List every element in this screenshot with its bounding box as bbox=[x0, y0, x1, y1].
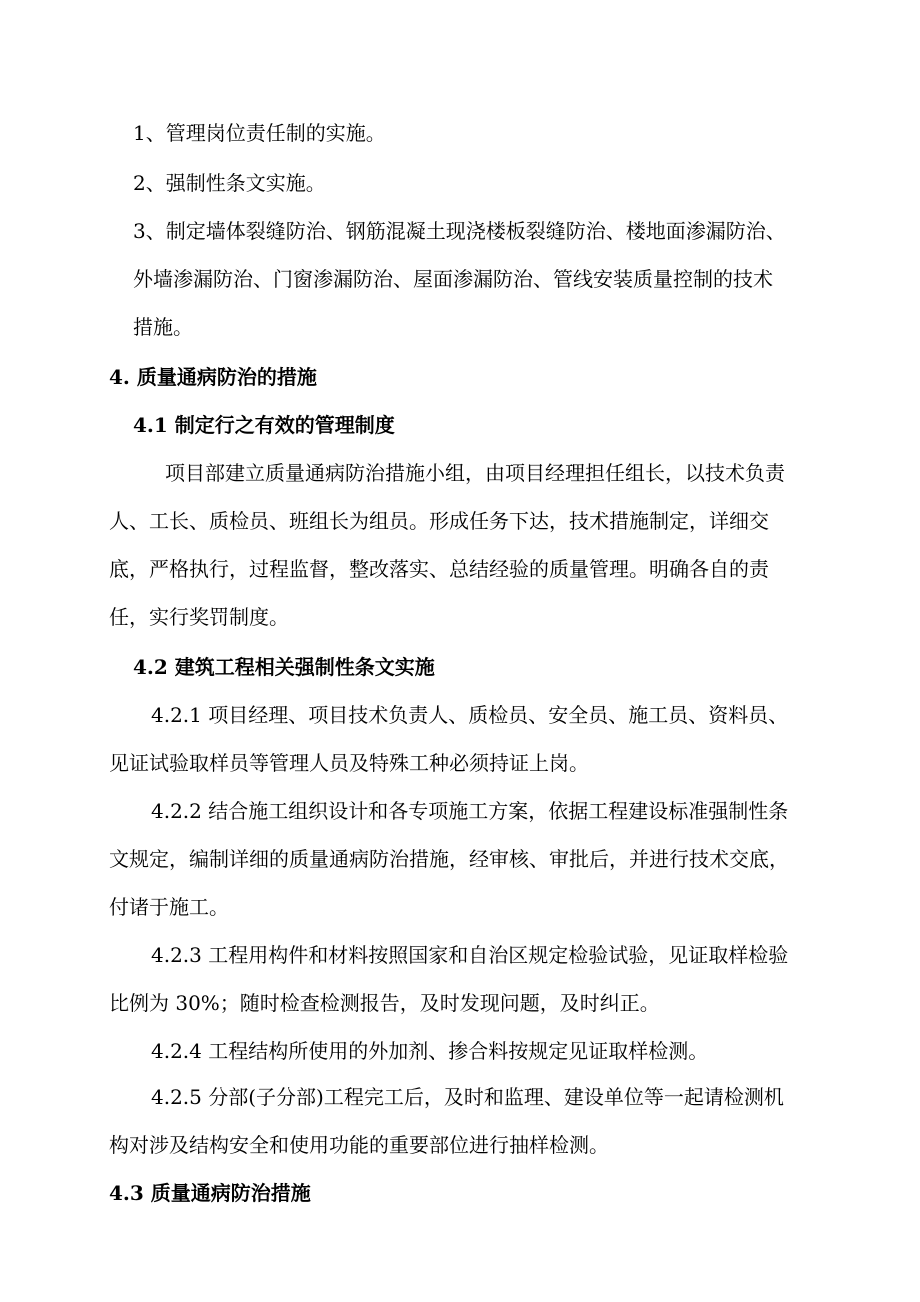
item-4-2-2-line-2: 文规定，编制详细的质量通病防治措施，经审核、审批后，并进行技术交底， bbox=[109, 847, 789, 871]
section-4-1-paragraph-line-2: 人、工长、质检员、班组长为组员。形成任务下达，技术措施制定，详细交 bbox=[109, 509, 769, 533]
section-4-1-paragraph-line-4: 任，实行奖罚制度。 bbox=[109, 605, 289, 629]
item-4-2-5-line-2: 构对涉及结构安全和使用功能的重要部位进行抽样检测。 bbox=[109, 1133, 609, 1157]
item-4-2-4: 4.2.4 工程结构所使用的外加剂、掺合料按规定见证取样检测。 bbox=[151, 1039, 709, 1063]
item-4-2-3-line-2: 比例为 30%；随时检查检测报告，及时发现问题，及时纠正。 bbox=[109, 991, 660, 1015]
section-4-1-paragraph-line-1: 项目部建立质量通病防治措施小组，由项目经理担任组长，以技术负责 bbox=[165, 461, 785, 485]
list-item-2: 2、强制性条文实施。 bbox=[133, 171, 326, 195]
section-4-3-heading: 4.3 质量通病防治措施 bbox=[109, 1181, 311, 1205]
list-item-3-line-3: 措施。 bbox=[133, 315, 193, 339]
item-4-2-5-line-1: 4.2.5 分部(子分部)工程完工后，及时和监理、建设单位等一起请检测机 bbox=[151, 1085, 784, 1109]
section-4-1-heading: 4.1 制定行之有效的管理制度 bbox=[133, 413, 395, 437]
section-4-2-heading: 4.2 建筑工程相关强制性条文实施 bbox=[133, 655, 435, 679]
item-4-2-1-line-2: 见证试验取样员等管理人员及特殊工种必须持证上岗。 bbox=[109, 751, 589, 775]
item-4-2-1-line-1: 4.2.1 项目经理、项目技术负责人、质检员、安全员、施工员、资料员、 bbox=[151, 703, 789, 727]
section-4-1-paragraph-line-3: 底，严格执行，过程监督，整改落实、总结经验的质量管理。明确各自的责 bbox=[109, 557, 769, 581]
item-4-2-3-line-1: 4.2.3 工程用构件和材料按照国家和自治区规定检验试验，见证取样检验 bbox=[151, 943, 789, 967]
section-4-heading: 4. 质量通病防治的措施 bbox=[109, 365, 317, 389]
item-4-2-2-line-3: 付诸于施工。 bbox=[109, 895, 229, 919]
list-item-1: 1、管理岗位责任制的实施。 bbox=[133, 121, 386, 145]
list-item-3-line-2: 外墙渗漏防治、门窗渗漏防治、屋面渗漏防治、管线安装质量控制的技术 bbox=[133, 267, 773, 291]
list-item-3-line-1: 3、制定墙体裂缝防治、钢筋混凝土现浇楼板裂缝防治、楼地面渗漏防治、 bbox=[133, 219, 786, 243]
item-4-2-2-line-1: 4.2.2 结合施工组织设计和各专项施工方案，依据工程建设标准强制性条 bbox=[151, 799, 789, 823]
